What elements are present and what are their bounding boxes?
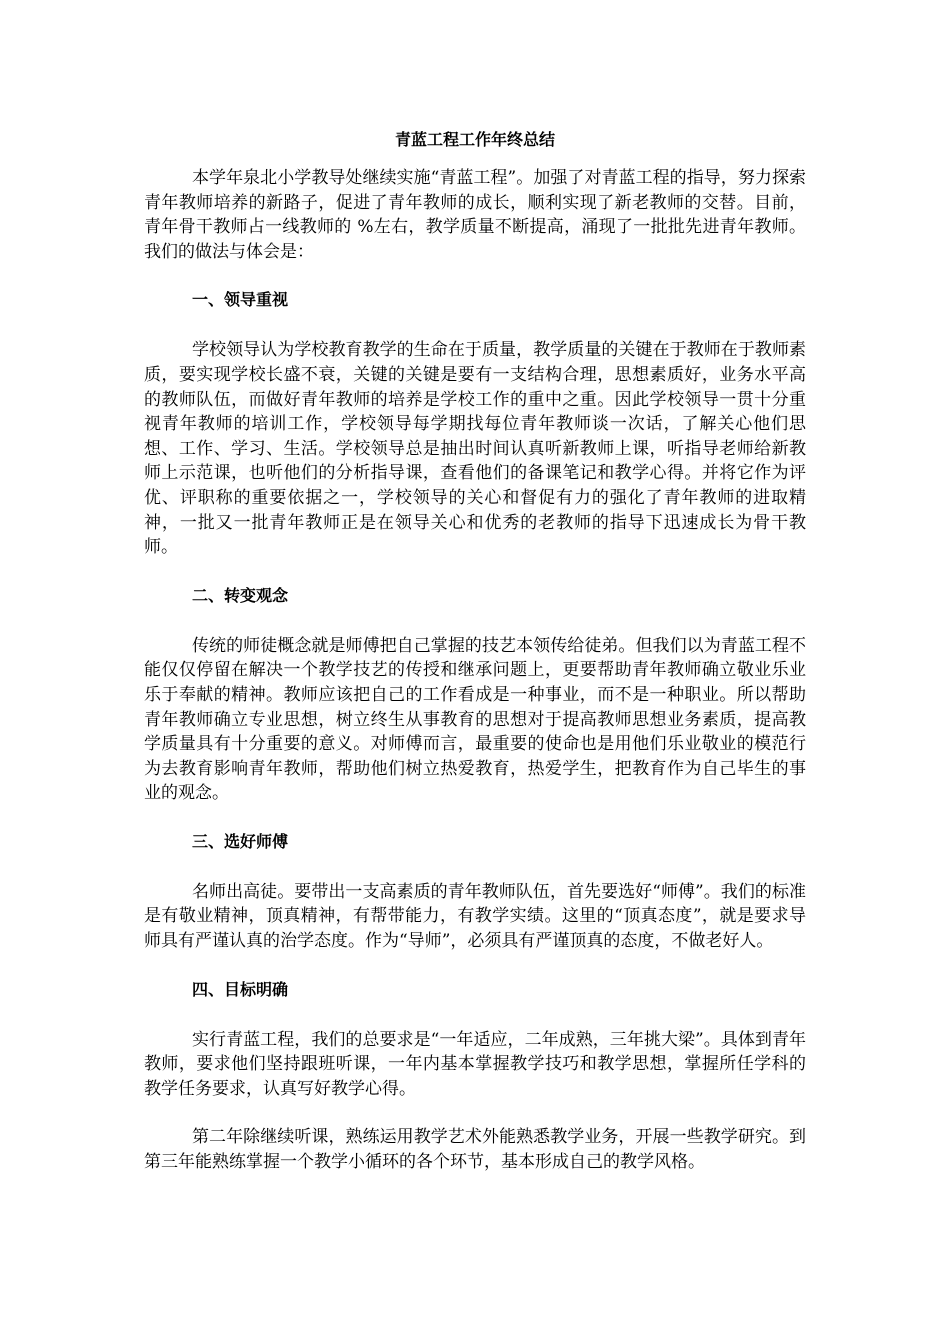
spacer: [144, 264, 806, 288]
spacer: [144, 1101, 806, 1125]
spacer: [144, 954, 806, 978]
section-paragraph: 实行青蓝工程，我们的总要求是“一年适应，二年成熟，三年挑大梁”。具体到青年教师，要求他们坚持跟班听课，一年内基本掌握教学技巧和教学思想，掌握所任学科的教学任务要求，认真写好教学心得。: [144, 1029, 806, 1099]
spacer: [144, 560, 806, 584]
section-heading-goals: 四、目标明确: [192, 979, 289, 999]
section-paragraph: 学校领导认为学校教育教学的生命在于质量，教学质量的关键在于教师在于教师素质，要实现学校长盛不衰，关键的关键是要有一支结构合理，思想素质好，业务水平高的教师队伍，而做好青年教师的培养是学校工作的重中之重。因此学校领导一贯十分重视青年教师的培训工作，学校领导每学期找每位青年教师谈一次话，了解关心他们思想、工作、学习、生活。学校领导总是抽出时间认真听新教师上课，听指导老师给新教师上示范课，也听他们的分析指导课，查看他们的备课笔记和教学心得。并将它作为评优、评职称的重要依据之一，学校领导的关心和督促有力的强化了青年教师的进取精神，一批又一批青年教师正是在领导关心和优秀的老教师的指导下迅速成长为骨干教师。: [144, 340, 806, 558]
section-heading-mindset: 二、转变观念: [192, 585, 289, 605]
section-paragraph: 传统的师徒概念就是师傅把自己掌握的技艺本领传给徒弟。但我们以为青蓝工程不能仅仅停留在解决一个教学技艺的传授和继承问题上，更要帮助青年教师确立敬业乐业乐于奉献的精神。教师应该把自己的工作看成是一种事业，而不是一种职业。所以帮助青年教师确立专业思想，树立终生从事教育的思想对于提高教师思想业务素质，提高教学质量具有十分重要的意义。对师傅而言，最重要的使命也是用他们乐业敬业的模范行为去教育影响青年教师，帮助他们树立热爱教育，热爱学生，把教育作为自己毕生的事业的观念。: [144, 635, 806, 804]
document-title: 青蓝工程工作年终总结: [394, 130, 555, 149]
section-heading-leadership: 一、领导重视: [192, 290, 289, 310]
section-heading-mentors: 三、选好师傅: [192, 831, 289, 851]
spacer: [144, 854, 806, 880]
intro-paragraph: 本学年泉北小学教导处继续实施“青蓝工程”。加强了对青蓝工程的指导，努力探索青年教师培养的新路子，促进了青年教师的成长，顺利实现了新老教师的交替。目前，青年骨干教师占一线教师的 %左右，教学质量不断提高，涌现了一批批先进青年教师。我们的做法与体会是：: [144, 168, 806, 262]
spacer: [144, 608, 806, 634]
section-paragraph: 第二年除继续听课，熟练运用教学艺术外能熟悉教学业务，开展一些教学研究。到第三年能熟练掌握一个教学小循环的各个环节，基本形成自己的教学风格。: [144, 1127, 806, 1173]
spacer: [144, 1002, 806, 1028]
spacer: [144, 312, 806, 338]
section-paragraph: 名师出高徒。要带出一支高素质的青年教师队伍，首先要选好“师傅”。我们的标准是有敬业精神，顶真精神，有帮带能力，有教学实绩。这里的“顶真态度”，就是要求导师具有严谨认真的治学态度。作为“导师”，必须具有严谨顶真的态度，不做老好人。: [144, 881, 806, 952]
document-page: [144, 128, 806, 1175]
spacer: [144, 806, 806, 830]
